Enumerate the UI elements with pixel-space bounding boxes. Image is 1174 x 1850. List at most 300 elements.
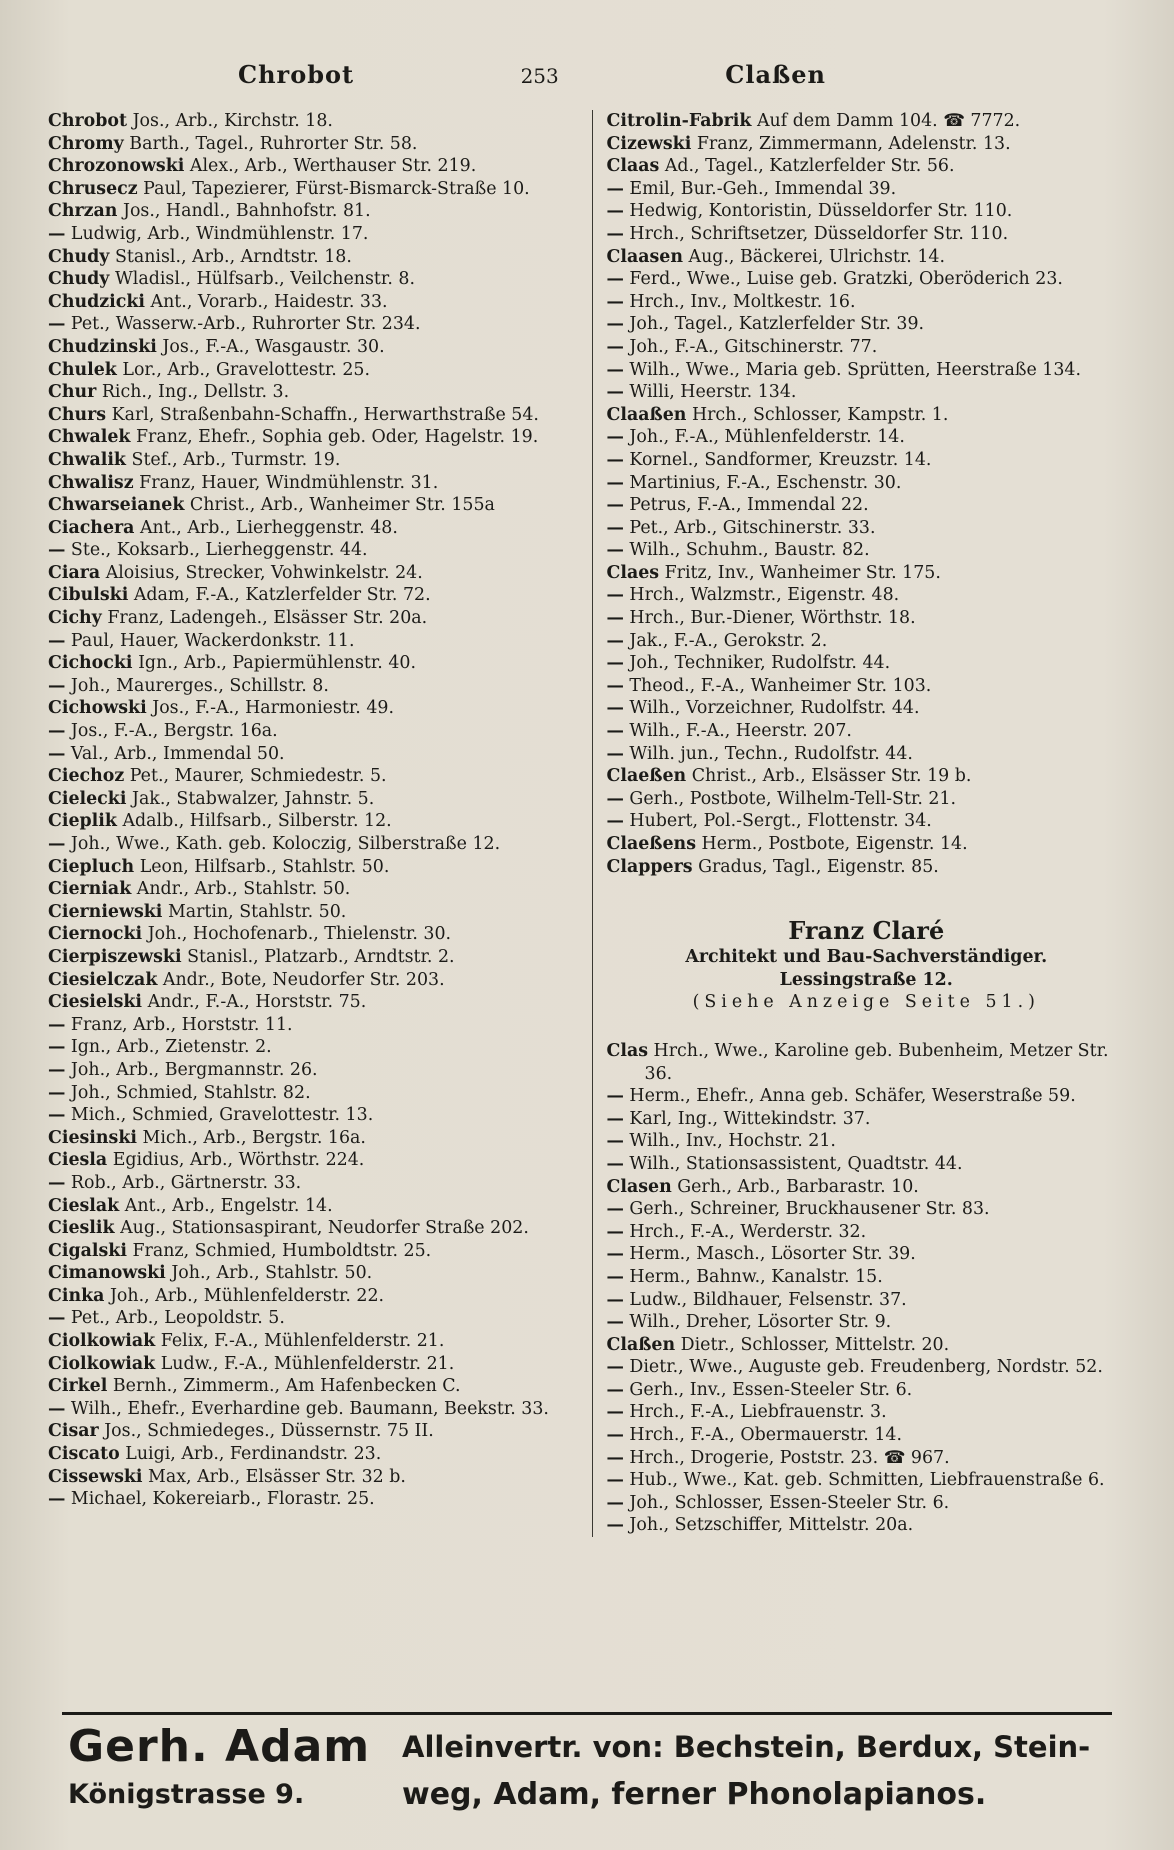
entry-surname: —	[48, 1398, 66, 1419]
directory-entry	[48, 878, 578, 901]
entry-details: Mich., Arb., Bergstr. 16a.	[142, 1127, 366, 1148]
directory-entry	[607, 833, 1127, 856]
entry-surname: —	[606, 1447, 624, 1468]
entry-details: Hrch., Walzmstr., Eigenstr. 48.	[629, 585, 900, 606]
entry-details: Pet., Maurer, Schmiedestr. 5.	[129, 766, 387, 787]
directory-entry	[48, 291, 578, 314]
directory-entry	[607, 584, 1127, 607]
entry-details: Michael, Kokereiarb., Florastr. 25.	[70, 1489, 375, 1510]
entry-surname: Ciepluch	[48, 856, 135, 877]
entry-surname: —	[48, 1037, 66, 1058]
entry-details: Karl, Ing., Wittekindstr. 37.	[629, 1108, 871, 1129]
directory-entry	[607, 110, 1127, 133]
entry-surname: Ciachera	[48, 517, 135, 538]
entry-details: Ign., Arb., Papiermühlenstr. 40.	[138, 653, 416, 674]
entry-surname: —	[606, 1379, 624, 1400]
entry-details: Ludw., F.-A., Mühlenfelderstr. 21.	[160, 1353, 455, 1374]
directory-entry	[48, 1420, 578, 1443]
entry-surname: Claeßen	[606, 766, 687, 787]
entry-surname: Chrobot	[48, 111, 128, 131]
entry-surname: —	[606, 1515, 624, 1536]
entry-details: Joh., Schmied, Stahlstr. 82.	[70, 1082, 311, 1103]
directory-entry	[48, 336, 578, 359]
directory-entry	[607, 1334, 1127, 1357]
entry-surname: —	[48, 223, 66, 244]
entry-details: Joh., Arb., Bergmannstr. 26.	[70, 1059, 318, 1080]
entry-surname: —	[48, 314, 66, 335]
entry-surname: Cirkel	[48, 1376, 108, 1397]
directory-entry	[48, 991, 578, 1014]
entry-details: Willi, Heerstr. 134.	[629, 382, 797, 403]
directory-entry	[48, 607, 578, 630]
directory-entry	[48, 1127, 578, 1150]
entry-surname: —	[48, 1308, 66, 1329]
entry-details: Hrch., F.-A., Liebfrauenstr. 3.	[629, 1402, 887, 1423]
entry-details: Herm., Postbote, Eigenstr. 14.	[701, 834, 968, 854]
directory-entry	[48, 1375, 578, 1398]
entry-surname: —	[606, 675, 624, 696]
entry-surname: Chulek	[48, 359, 117, 380]
directory-entry	[607, 291, 1127, 314]
entry-surname: Chrusecz	[48, 178, 138, 199]
entry-details: Franz, Ladengeh., Elsässer Str. 20a.	[107, 608, 428, 629]
entry-details: Herm., Ehefr., Anna geb. Schäfer, Weserstraße 59.	[629, 1086, 1076, 1107]
entry-surname: —	[48, 834, 66, 854]
footer-ad-text	[402, 1721, 1112, 1817]
entry-surname: —	[48, 1172, 66, 1193]
entry-surname: —	[48, 630, 66, 651]
entry-details: Adalb., Hilfsarb., Silberstr. 12.	[122, 811, 392, 832]
entry-surname: —	[48, 540, 66, 561]
entry-surname: —	[606, 1153, 624, 1174]
entry-details: Felix, F.-A., Mühlenfelderstr. 21.	[160, 1331, 445, 1352]
entry-details: Hrch., F.-A., Werderstr. 32.	[629, 1221, 867, 1242]
entry-surname: —	[606, 223, 624, 244]
directory-entry	[48, 110, 578, 133]
entry-details: Auf dem Damm 104. ☎ 7772.	[757, 111, 1021, 131]
entry-surname: Cimanowski	[48, 1263, 166, 1284]
directory-entry	[607, 1289, 1127, 1312]
entry-surname: Claes	[606, 562, 660, 583]
directory-entry	[607, 788, 1127, 811]
entry-surname: Churs	[48, 404, 107, 425]
directory-entry	[607, 1492, 1127, 1515]
footer-advertiser-address: Königstrasse 9.	[68, 1779, 305, 1810]
entry-details: Joh., Schlosser, Essen-Steeler Str. 6.	[629, 1492, 950, 1513]
entry-details: Bernh., Zimmerm., Am Hafenbecken C.	[112, 1376, 461, 1397]
directory-entry	[48, 449, 578, 472]
entry-surname: Claeßens	[606, 834, 696, 854]
entry-surname: Ciolkowiak	[48, 1353, 156, 1374]
directory-entry	[48, 923, 578, 946]
entry-surname: —	[606, 811, 624, 832]
directory-entry	[48, 1172, 578, 1195]
entry-surname: —	[606, 336, 624, 357]
directory-entry	[48, 246, 578, 269]
directory-entry	[48, 788, 578, 811]
directory-entry	[48, 268, 578, 291]
directory-entry	[48, 743, 578, 766]
entry-details: Gradus, Tagl., Eigenstr. 85.	[698, 856, 939, 877]
directory-entry	[607, 630, 1127, 653]
directory-entry	[607, 155, 1127, 178]
entry-surname: Chudzicki	[48, 291, 146, 312]
entry-details: Andr., Bote, Neudorfer Str. 203.	[162, 969, 445, 990]
entry-details: Wilh., F.-A., Heerstr. 207.	[629, 721, 852, 742]
directory-entry	[607, 1221, 1127, 1244]
entry-details: Franz, Arb., Horststr. 11.	[70, 1014, 293, 1035]
directory-entry	[607, 562, 1127, 585]
directory-entry	[48, 1285, 578, 1308]
entry-details: Joh., Techniker, Rudolfstr. 44.	[629, 653, 891, 674]
directory-entry	[607, 1401, 1127, 1424]
entry-surname: —	[606, 1221, 624, 1242]
entry-surname: —	[606, 1492, 624, 1513]
entry-surname: —	[606, 359, 624, 380]
directory-entry	[607, 652, 1127, 675]
directory-entry	[607, 404, 1127, 427]
entry-surname: Ciesielczak	[48, 969, 158, 990]
entry-surname: —	[606, 1402, 624, 1423]
directory-entry	[607, 607, 1127, 630]
directory-entry	[48, 562, 578, 585]
entry-surname: —	[606, 517, 624, 538]
directory-entry	[48, 223, 578, 246]
directory-entry	[607, 856, 1127, 879]
ad-title: Franz Claré	[788, 916, 945, 946]
entry-surname: Chromy	[48, 133, 124, 154]
entry-details: Leon, Hilfsarb., Stahlstr. 50.	[139, 856, 390, 877]
entry-surname: Chudy	[48, 246, 110, 267]
directory-entry	[48, 1488, 578, 1511]
entry-surname: —	[606, 585, 624, 606]
entry-surname: —	[606, 1312, 624, 1333]
directory-entry	[48, 404, 578, 427]
entry-details: Egidius, Arb., Wörthstr. 224.	[112, 1150, 365, 1171]
entry-surname: Cichocki	[48, 653, 133, 674]
entry-surname: Cissewski	[48, 1466, 143, 1487]
entry-surname: Ciesinski	[48, 1127, 137, 1148]
entry-details: Hub., Wwe., Kat. geb. Schmitten, Liebfrauenstraße 6.	[629, 1470, 1105, 1491]
entry-surname: Cinka	[48, 1285, 105, 1306]
entry-details: Karl, Straßenbahn-Schaffn., Herwarthstraße 54.	[111, 404, 539, 425]
directory-entry	[48, 1466, 578, 1489]
entry-surname: —	[606, 1425, 624, 1446]
entry-surname: Chwalek	[48, 427, 131, 448]
entry-details: Ant., Arb., Engelstr. 14.	[124, 1195, 333, 1216]
directory-entry	[48, 833, 578, 856]
entry-details: Joh., F.-A., Gitschinerstr. 77.	[629, 336, 878, 357]
directory-entry	[48, 675, 578, 698]
entry-surname: Claaßen	[606, 404, 687, 425]
directory-entry	[48, 472, 578, 495]
entry-surname: —	[606, 314, 624, 335]
entry-details: Jos., Handl., Bahnhofstr. 81.	[122, 201, 371, 222]
entry-surname: —	[48, 1105, 66, 1126]
entry-details: Ste., Koksarb., Lierheggenstr. 44.	[70, 540, 368, 561]
entry-details: Joh., Tagel., Katzlerfelder Str. 39.	[629, 314, 925, 335]
entry-details: Ferd., Wwe., Luise geb. Gratzki, Oberöderich 23.	[629, 269, 1063, 290]
entry-details: Paul, Tapezierer, Fürst-Bismarck-Straße 10.	[143, 178, 530, 199]
entry-surname: Ciesla	[48, 1150, 108, 1171]
directory-entry	[607, 178, 1127, 201]
entry-details: Joh., Arb., Mühlenfelderstr. 22.	[109, 1285, 385, 1306]
entry-details: Wilh., Schuhm., Baustr. 82.	[629, 540, 870, 561]
directory-entry	[48, 584, 578, 607]
directory-entry	[48, 494, 578, 517]
entry-details: Val., Arb., Immendal 50.	[70, 743, 285, 764]
directory-entry	[48, 1353, 578, 1376]
entry-surname: —	[48, 675, 66, 696]
entry-surname: Ciechoz	[48, 766, 125, 787]
directory-entry	[48, 133, 578, 156]
entry-surname: Ciolkowiak	[48, 1331, 156, 1352]
entry-surname: —	[606, 1244, 624, 1265]
entry-details: Wilh., Dreher, Lösorter Str. 9.	[629, 1312, 892, 1333]
entry-details: Wilh. jun., Techn., Rudolfstr. 44.	[629, 743, 913, 764]
directory-entry	[607, 1130, 1127, 1153]
entry-surname: —	[606, 1131, 624, 1152]
entry-details: Paul, Hauer, Wackerdonkstr. 11.	[70, 630, 355, 651]
entry-surname: Cierpiszewski	[48, 946, 182, 967]
entry-details: Wilh., Inv., Hochstr. 21.	[629, 1131, 836, 1152]
directory-entry	[607, 381, 1127, 404]
entry-surname: Claas	[606, 156, 660, 177]
entry-surname: —	[606, 1289, 624, 1310]
directory-entry	[607, 765, 1127, 788]
entry-details: Wilh., Ehefr., Everhardine geb. Baumann, Beekstr. 33.	[70, 1398, 549, 1419]
directory-entry	[48, 1307, 578, 1330]
directory-entry	[607, 697, 1127, 720]
entry-surname: Chur	[48, 382, 97, 403]
entry-details: Martinius, F.-A., Eschenstr. 30.	[629, 472, 902, 493]
directory-entry	[607, 1424, 1127, 1447]
entry-surname: Chwalik	[48, 449, 126, 470]
directory-entry	[48, 1104, 578, 1127]
directory-entry	[607, 1198, 1127, 1221]
directory-entry	[48, 1443, 578, 1466]
directory-entry	[607, 313, 1127, 336]
entry-details: Theod., F.-A., Wanheimer Str. 103.	[629, 675, 932, 696]
directory-entry	[607, 336, 1127, 359]
entry-details: Ant., Arb., Lierheggenstr. 48.	[139, 517, 398, 538]
directory-entry	[48, 720, 578, 743]
entry-surname: —	[606, 449, 624, 470]
entry-surname: Claßen	[606, 1334, 676, 1355]
entry-surname: Chrozonowski	[48, 156, 185, 177]
directory-entry	[607, 720, 1127, 743]
entry-details: Luigi, Arb., Ferdinandstr. 23.	[125, 1444, 382, 1465]
entry-details: Hubert, Pol.-Sergt., Flottenstr. 34.	[629, 811, 932, 832]
entry-details: Hrch., Inv., Moltkestr. 16.	[629, 291, 856, 312]
entry-details: Christ., Arb., Elsässer Str. 19 b.	[691, 766, 972, 787]
directory-entry	[607, 1311, 1127, 1334]
entry-details: Franz, Schmied, Humboldtstr. 25.	[132, 1240, 432, 1261]
directory-entry	[48, 313, 578, 336]
directory-entry	[607, 539, 1127, 562]
entry-details: Hrch., Drogerie, Poststr. 23. ☎ 967.	[629, 1447, 950, 1468]
entry-surname: Chudy	[48, 269, 110, 290]
entry-details: Hrch., Bur.-Diener, Wörthstr. 18.	[629, 608, 916, 629]
entry-surname: Ciara	[48, 562, 101, 583]
footer-ad-line-1: Alleinvertr. von: Bechstein, Berdux, Stein-	[402, 1730, 1091, 1764]
entry-surname: —	[606, 495, 624, 516]
entry-details: Ludw., Bildhauer, Felsenstr. 37.	[629, 1289, 907, 1310]
entry-surname: —	[606, 721, 624, 742]
page-header	[48, 60, 1126, 104]
entry-details: Jak., F.-A., Gerokstr. 2.	[629, 630, 828, 651]
directory-entry	[607, 246, 1127, 269]
entry-details: Fritz, Inv., Wanheimer Str. 175.	[664, 562, 941, 583]
entry-surname: Cizewski	[606, 133, 692, 154]
entry-details: Stanisl., Platzarb., Arndtstr. 2.	[187, 946, 455, 967]
footer-advertiser	[68, 1719, 388, 1815]
entry-surname: Ciesielski	[48, 992, 143, 1013]
directory-entry	[48, 1014, 578, 1037]
entry-details: Aloisius, Strecker, Vohwinkelstr. 24.	[105, 562, 423, 583]
directory-entry	[607, 810, 1127, 833]
entry-surname: —	[606, 540, 624, 561]
architect-ad	[607, 916, 1127, 1014]
entry-surname: Ciernocki	[48, 924, 143, 945]
directory-entry	[607, 449, 1127, 472]
directory-entry	[48, 630, 578, 653]
entry-details: Hedwig, Kontoristin, Düsseldorfer Str. 110.	[629, 201, 1013, 222]
entry-surname: Claasen	[606, 246, 683, 267]
entry-details: Stanisl., Arb., Arndtstr. 18.	[114, 246, 352, 267]
directory-entry	[48, 517, 578, 540]
entry-details: Franz, Hauer, Windmühlenstr. 31.	[139, 472, 439, 493]
entry-surname: —	[606, 698, 624, 719]
directory-entry	[48, 969, 578, 992]
directory-entry	[48, 1217, 578, 1240]
directory-entry	[607, 1514, 1127, 1537]
directory-entry	[607, 494, 1127, 517]
entry-details: Ludwig, Arb., Windmühlenstr. 17.	[70, 223, 369, 244]
directory-entry	[48, 1240, 578, 1263]
entry-surname: Chwalisz	[48, 472, 134, 493]
entry-details: Wladisl., Hülfsarb., Veilchenstr. 8.	[114, 269, 415, 290]
directory-entry	[607, 223, 1127, 246]
directory-entry	[607, 1153, 1127, 1176]
directory-entry	[48, 765, 578, 788]
directory-entry	[48, 697, 578, 720]
directory-entry	[607, 1085, 1127, 1108]
right-entries-top	[607, 110, 1127, 878]
entry-details: Andr., Arb., Stahlstr. 50.	[136, 879, 351, 900]
entry-details: Joh., Maurerges., Schillstr. 8.	[70, 675, 329, 696]
entry-details: Max, Arb., Elsässer Str. 32 b.	[148, 1466, 406, 1487]
directory-entry	[607, 675, 1127, 698]
entry-details: Hrch., F.-A., Obermauerstr. 14.	[629, 1425, 903, 1446]
entry-details: Stef., Arb., Turmstr. 19.	[131, 449, 341, 470]
entry-surname: —	[606, 653, 624, 674]
ad-line-3: (Siehe Anzeige Seite 51.)	[692, 992, 1040, 1013]
directory-entry	[48, 359, 578, 382]
footer-advertiser-name: Gerh. Adam	[68, 1721, 371, 1772]
entry-surname: —	[606, 178, 624, 199]
directory-entry	[48, 1082, 578, 1105]
directory-entry	[607, 1356, 1127, 1379]
entry-details: Franz, Ehefr., Sophia geb. Oder, Hagelstr. 19.	[135, 427, 539, 448]
entry-surname: —	[606, 1199, 624, 1220]
entry-details: Christ., Arb., Wanheimer Str. 155a	[189, 495, 495, 516]
entry-details: Emil, Bur.-Geh., Immendal 39.	[629, 178, 897, 199]
directory-entry	[607, 1266, 1127, 1289]
entry-details: Kornel., Sandformer, Kreuzstr. 14.	[629, 449, 932, 470]
directory-entry	[48, 810, 578, 833]
directory-entry	[48, 1195, 578, 1218]
entry-details: Hrch., Schriftsetzer, Düsseldorfer Str. 110.	[629, 223, 1009, 244]
directory-entry	[607, 133, 1127, 156]
entry-surname: —	[606, 1357, 624, 1378]
entry-details: Ant., Vorarb., Haidestr. 33.	[150, 291, 388, 312]
entry-surname: —	[606, 1086, 624, 1107]
entry-surname: —	[48, 1489, 66, 1510]
entry-surname: —	[606, 291, 624, 312]
entry-details: Aug., Stationsaspirant, Neudorfer Straße 202.	[120, 1218, 529, 1239]
entry-surname: —	[606, 269, 624, 290]
right-column	[593, 110, 1127, 1537]
directory-entry	[48, 1330, 578, 1353]
footer-ad-line-2: weg, Adam, ferner Phonolapianos.	[402, 1777, 987, 1812]
right-entries-bottom	[607, 1040, 1127, 1537]
directory-entry	[607, 1447, 1127, 1470]
header-left-keyword: Chrobot	[238, 60, 355, 89]
entry-surname: —	[48, 721, 66, 742]
entry-details: Joh., F.-A., Mühlenfelderstr. 14.	[629, 427, 905, 448]
entry-details: Hrch., Schlosser, Kampstr. 1.	[691, 404, 949, 425]
entry-details: Pet., Arb., Leopoldstr. 5.	[70, 1308, 285, 1329]
entry-surname: —	[606, 788, 624, 809]
entry-details: Joh., Setzschiffer, Mittelstr. 20a.	[629, 1515, 914, 1536]
directory-entry	[48, 1262, 578, 1285]
entry-details: Herm., Bahnw., Kanalstr. 15.	[629, 1266, 883, 1287]
entry-details: Gerh., Schreiner, Bruckhausener Str. 83.	[629, 1199, 990, 1220]
entry-surname: Citrolin-Fabrik	[606, 111, 752, 131]
directory-entry	[607, 1243, 1127, 1266]
entry-surname: Cierniak	[48, 879, 132, 900]
page-number: 253	[520, 64, 559, 88]
directory-entry	[607, 359, 1127, 382]
entry-details: Rob., Arb., Gärtnerstr. 33.	[70, 1172, 302, 1193]
entry-details: Gerh., Inv., Essen-Steeler Str. 6.	[629, 1379, 913, 1400]
directory-entry	[48, 652, 578, 675]
directory-entry	[607, 268, 1127, 291]
entry-surname: —	[48, 1082, 66, 1103]
entry-details: Jos., Schmiedeges., Düssernstr. 75 II.	[104, 1421, 434, 1442]
entry-details: Lor., Arb., Gravelottestr. 25.	[122, 359, 371, 380]
entry-surname: Chwarseianek	[48, 495, 185, 516]
directory-entry	[607, 1379, 1127, 1402]
directory-columns	[48, 110, 1126, 1537]
entry-details: Dietr., Schlosser, Mittelstr. 20.	[680, 1334, 950, 1355]
entry-surname: —	[606, 608, 624, 629]
ad-line-1: Architekt und Bau-Sachverständiger.	[685, 947, 1048, 968]
directory-entry	[607, 426, 1127, 449]
entry-surname: —	[48, 743, 66, 764]
entry-surname: —	[606, 743, 624, 764]
entry-surname: —	[48, 1059, 66, 1080]
directory-entry	[607, 1040, 1127, 1085]
entry-details: Gerh., Postbote, Wilhelm-Tell-Str. 21.	[629, 788, 957, 809]
entry-surname: —	[606, 201, 624, 222]
entry-details: Barth., Tagel., Ruhrorter Str. 58.	[129, 133, 418, 154]
entry-details: Ign., Arb., Zietenstr. 2.	[70, 1037, 272, 1058]
directory-entry	[48, 1059, 578, 1082]
entry-surname: Cichy	[48, 608, 102, 629]
entry-details: Andr., F.-A., Horststr. 75.	[147, 992, 367, 1013]
